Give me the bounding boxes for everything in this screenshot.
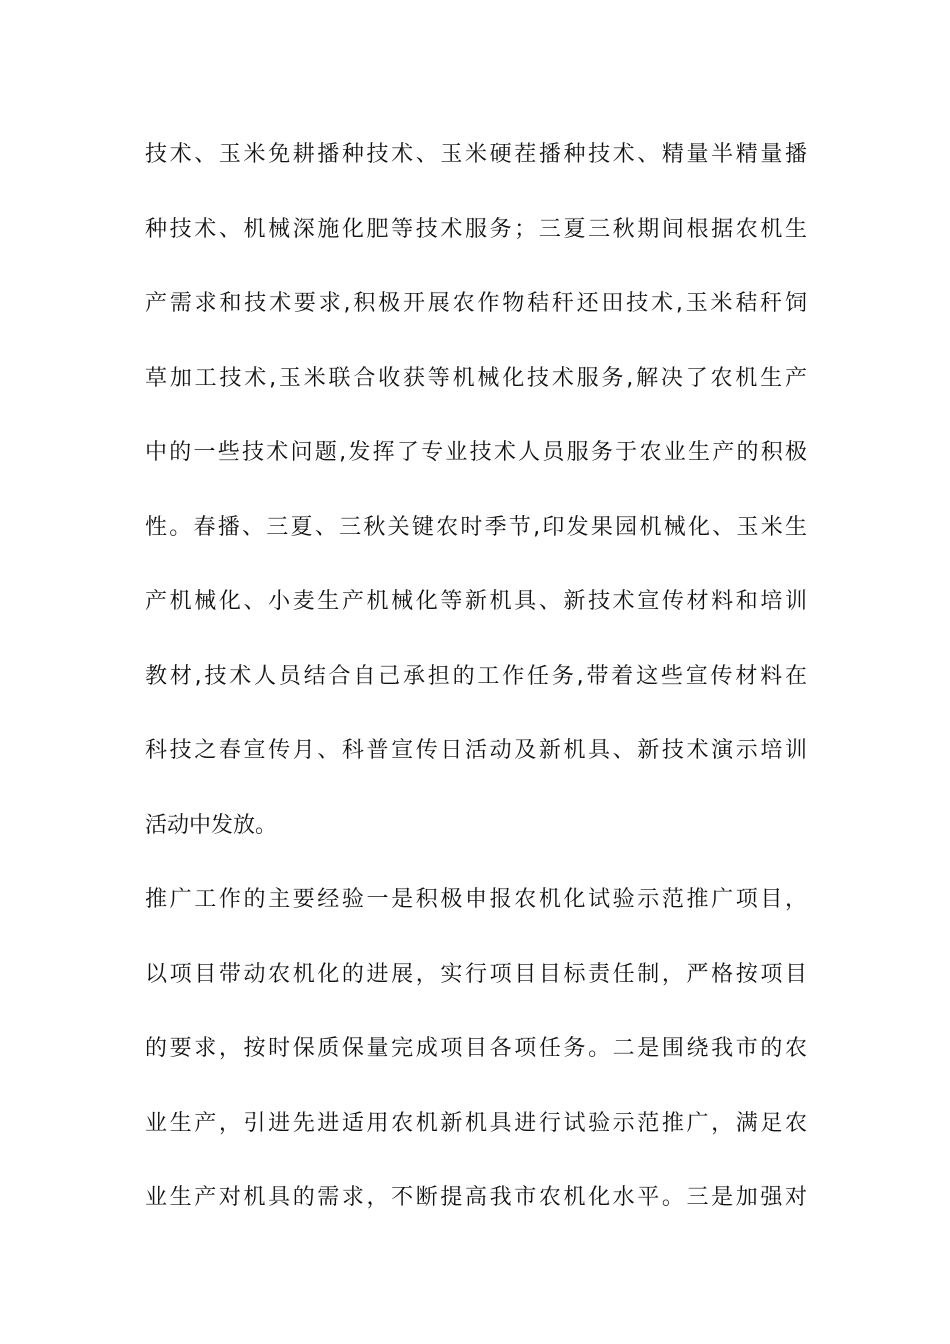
text-line: 中的一些技术问题,发挥了专业技术人员服务于农业生产的积极 xyxy=(145,440,807,465)
text-line: 的要求，按时保质保量完成项目各项任务。二是围绕我市的农 xyxy=(145,1036,807,1061)
paragraph-2 xyxy=(145,863,807,1236)
text-line: 活动中发放。 xyxy=(145,812,278,838)
text-line: 种技术、机械深施化肥等技术服务；三夏三秋期间根据农机生 xyxy=(145,216,807,242)
text-line: 以项目带动农机化的进展，实行项目目标责任制，严格按项目 xyxy=(145,961,807,987)
text-line: 科技之春宣传月、科普宣传日活动及新机具、新技术演示培训 xyxy=(145,738,807,763)
text-line: 业生产对机具的需求，不断提高我市农机化水平。三是加强对 xyxy=(145,1185,807,1210)
document-body xyxy=(145,118,807,1236)
text-line: 教材,技术人员结合自己承担的工作任务,带着这些宣传材料在 xyxy=(145,663,807,689)
text-line: 产机械化、小麦生产机械化等新机具、新技术宣传材料和培训 xyxy=(145,589,807,614)
text-line: 草加工技术,玉米联合收获等机械化技术服务,解决了农机生产 xyxy=(145,365,807,391)
text-line: 推广工作的主要经验一是积极申报农机化试验示范推广项目， xyxy=(145,887,807,912)
text-line: 业生产，引进先进适用农机新机具进行试验示范推广，满足农 xyxy=(145,1110,807,1136)
text-line: 产需求和技术要求,积极开展农作物秸秆还田技术,玉米秸秆饲 xyxy=(145,291,807,316)
text-line: 性。春播、三夏、三秋关键农时季节,印发果园机械化、玉米生 xyxy=(145,514,807,540)
text-line: 技术、玉米免耕播种技术、玉米硬茬播种技术、精量半精量播 xyxy=(145,142,807,167)
paragraph-1 xyxy=(145,118,807,863)
